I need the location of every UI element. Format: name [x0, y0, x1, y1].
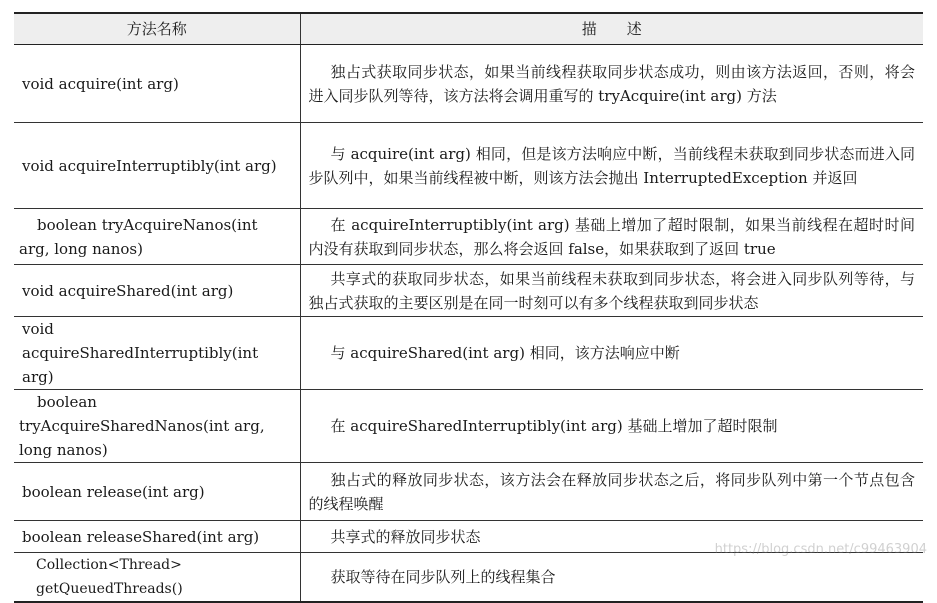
method-cell: void acquireInterruptibly(int arg)	[14, 123, 300, 209]
header-method-name: 方法名称	[14, 13, 300, 45]
description-cell: 独占式的释放同步状态，该方法会在释放同步状态之后，将同步队列中第一个节点包含的线程唤醒	[300, 463, 923, 521]
method-cell: Collection<Thread> getQueuedThreads()	[14, 553, 300, 603]
method-cell: boolean release(int arg)	[14, 463, 300, 521]
method-cell: boolean tryAcquireSharedNanos(int arg, long nanos)	[14, 390, 300, 463]
table-row	[14, 463, 923, 521]
description-cell: 在 acquireSharedInterruptibly(int arg) 基础上增加了超时限制	[300, 390, 923, 463]
table-row	[14, 265, 923, 317]
description-cell: 独占式获取同步状态，如果当前线程获取同步状态成功，则由该方法返回，否则，将会进入同步队列等待，该方法将会调用重写的 tryAcquire(int arg) 方法	[300, 45, 923, 123]
table-row	[14, 317, 923, 390]
table-row	[14, 209, 923, 265]
description-cell: 在 acquireInterruptibly(int arg) 基础上增加了超时限制，如果当前线程在超时时间内没有获取到同步状态，那么将会返回 false，如果获取到了返回 true	[300, 209, 923, 265]
table-header	[14, 13, 923, 45]
description-cell: 共享式的获取同步状态，如果当前线程未获取到同步状态，将会进入同步队列等待，与独占式获取的主要区别是在同一时刻可以有多个线程获取到同步状态	[300, 265, 923, 317]
method-cell: boolean releaseShared(int arg)	[14, 521, 300, 553]
method-table	[14, 12, 923, 603]
method-cell: void acquireSharedInterruptibly(int arg)	[14, 317, 300, 390]
table-row	[14, 45, 923, 123]
method-cell: void acquireShared(int arg)	[14, 265, 300, 317]
description-cell: 与 acquireShared(int arg) 相同，该方法响应中断	[300, 317, 923, 390]
table-row	[14, 553, 923, 603]
description-cell: 共享式的释放同步状态	[300, 521, 923, 553]
method-cell: boolean tryAcquireNanos(int arg, long nanos)	[14, 209, 300, 265]
table-row	[14, 123, 923, 209]
method-cell: void acquire(int arg)	[14, 45, 300, 123]
description-cell: 与 acquire(int arg) 相同，但是该方法响应中断，当前线程未获取到同步状态而进入同步队列中，如果当前线程被中断，则该方法会抛出 InterruptedException 并返回	[300, 123, 923, 209]
watermark: https://blog.csdn.net/c99463904	[714, 542, 927, 557]
table-row	[14, 390, 923, 463]
description-cell: 获取等待在同步队列上的线程集合	[300, 553, 923, 603]
header-description: 描 述	[300, 13, 923, 45]
table-body	[14, 45, 923, 603]
header-row	[14, 13, 923, 45]
